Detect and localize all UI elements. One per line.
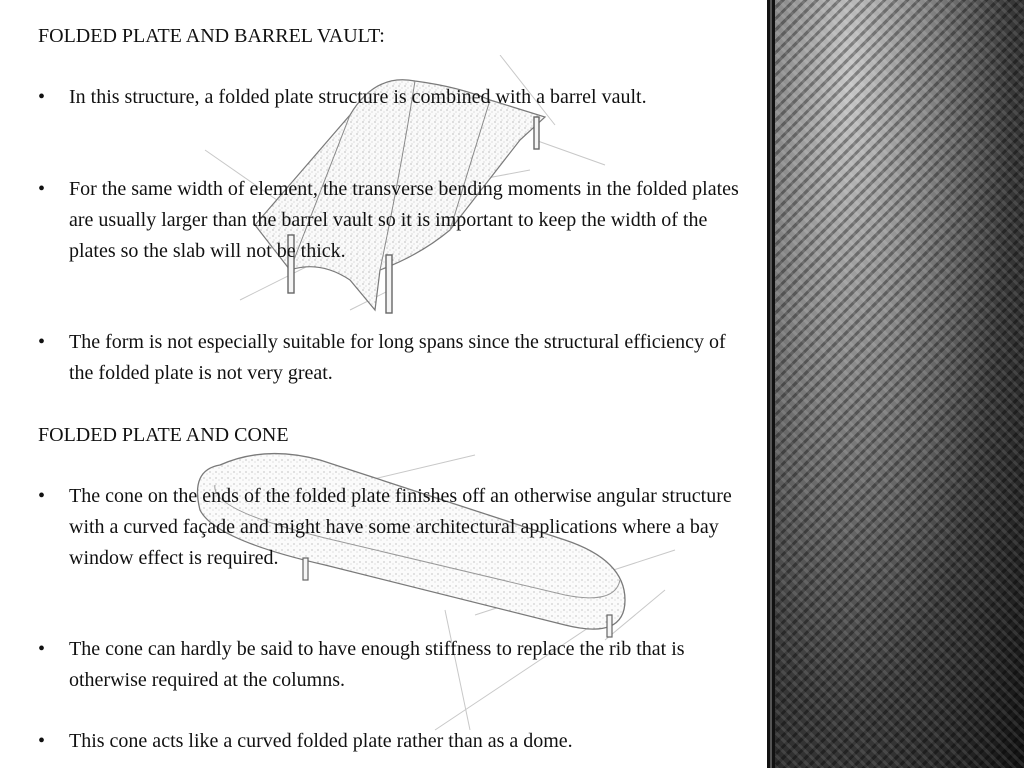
list-item	[38, 327, 743, 389]
bullet-icon: •	[38, 638, 46, 660]
list-item	[38, 481, 743, 574]
list-item	[38, 726, 743, 757]
list-item	[38, 634, 743, 696]
bullet-icon: •	[38, 485, 46, 507]
bullet-icon: •	[38, 730, 46, 752]
bullet-text: The cone on the ends of the folded plate finishes off an otherwise angular structure with a curved façade and might have some architectural applications where a bay window effect is required.	[69, 485, 732, 569]
bullet-icon: •	[38, 178, 46, 200]
list-item	[38, 174, 743, 267]
section-heading-barrel-vault: FOLDED PLATE AND BARREL VAULT:	[38, 25, 385, 47]
panel-divider	[767, 0, 775, 768]
carbon-fiber-decorative-panel	[775, 0, 1024, 768]
bullet-text: In this structure, a folded plate structure is combined with a barrel vault.	[69, 86, 647, 108]
bullet-text: For the same width of element, the transverse bending moments in the folded plates are usually larger than the barrel vault so it is important to keep the width of the plates so the slab will not be thick.	[69, 178, 739, 262]
list-item	[38, 82, 743, 113]
bullet-text: The cone can hardly be said to have enough stiffness to replace the rib that is otherwise required at the columns.	[69, 638, 685, 691]
section-heading-cone: FOLDED PLATE AND CONE	[38, 424, 289, 446]
bullet-icon: •	[38, 86, 46, 108]
bullet-text: The form is not especially suitable for long spans since the structural efficiency of the folded plate is not very great.	[69, 331, 726, 384]
bullet-icon: •	[38, 331, 46, 353]
bullet-text: This cone acts like a curved folded plate rather than as a dome.	[69, 730, 573, 752]
